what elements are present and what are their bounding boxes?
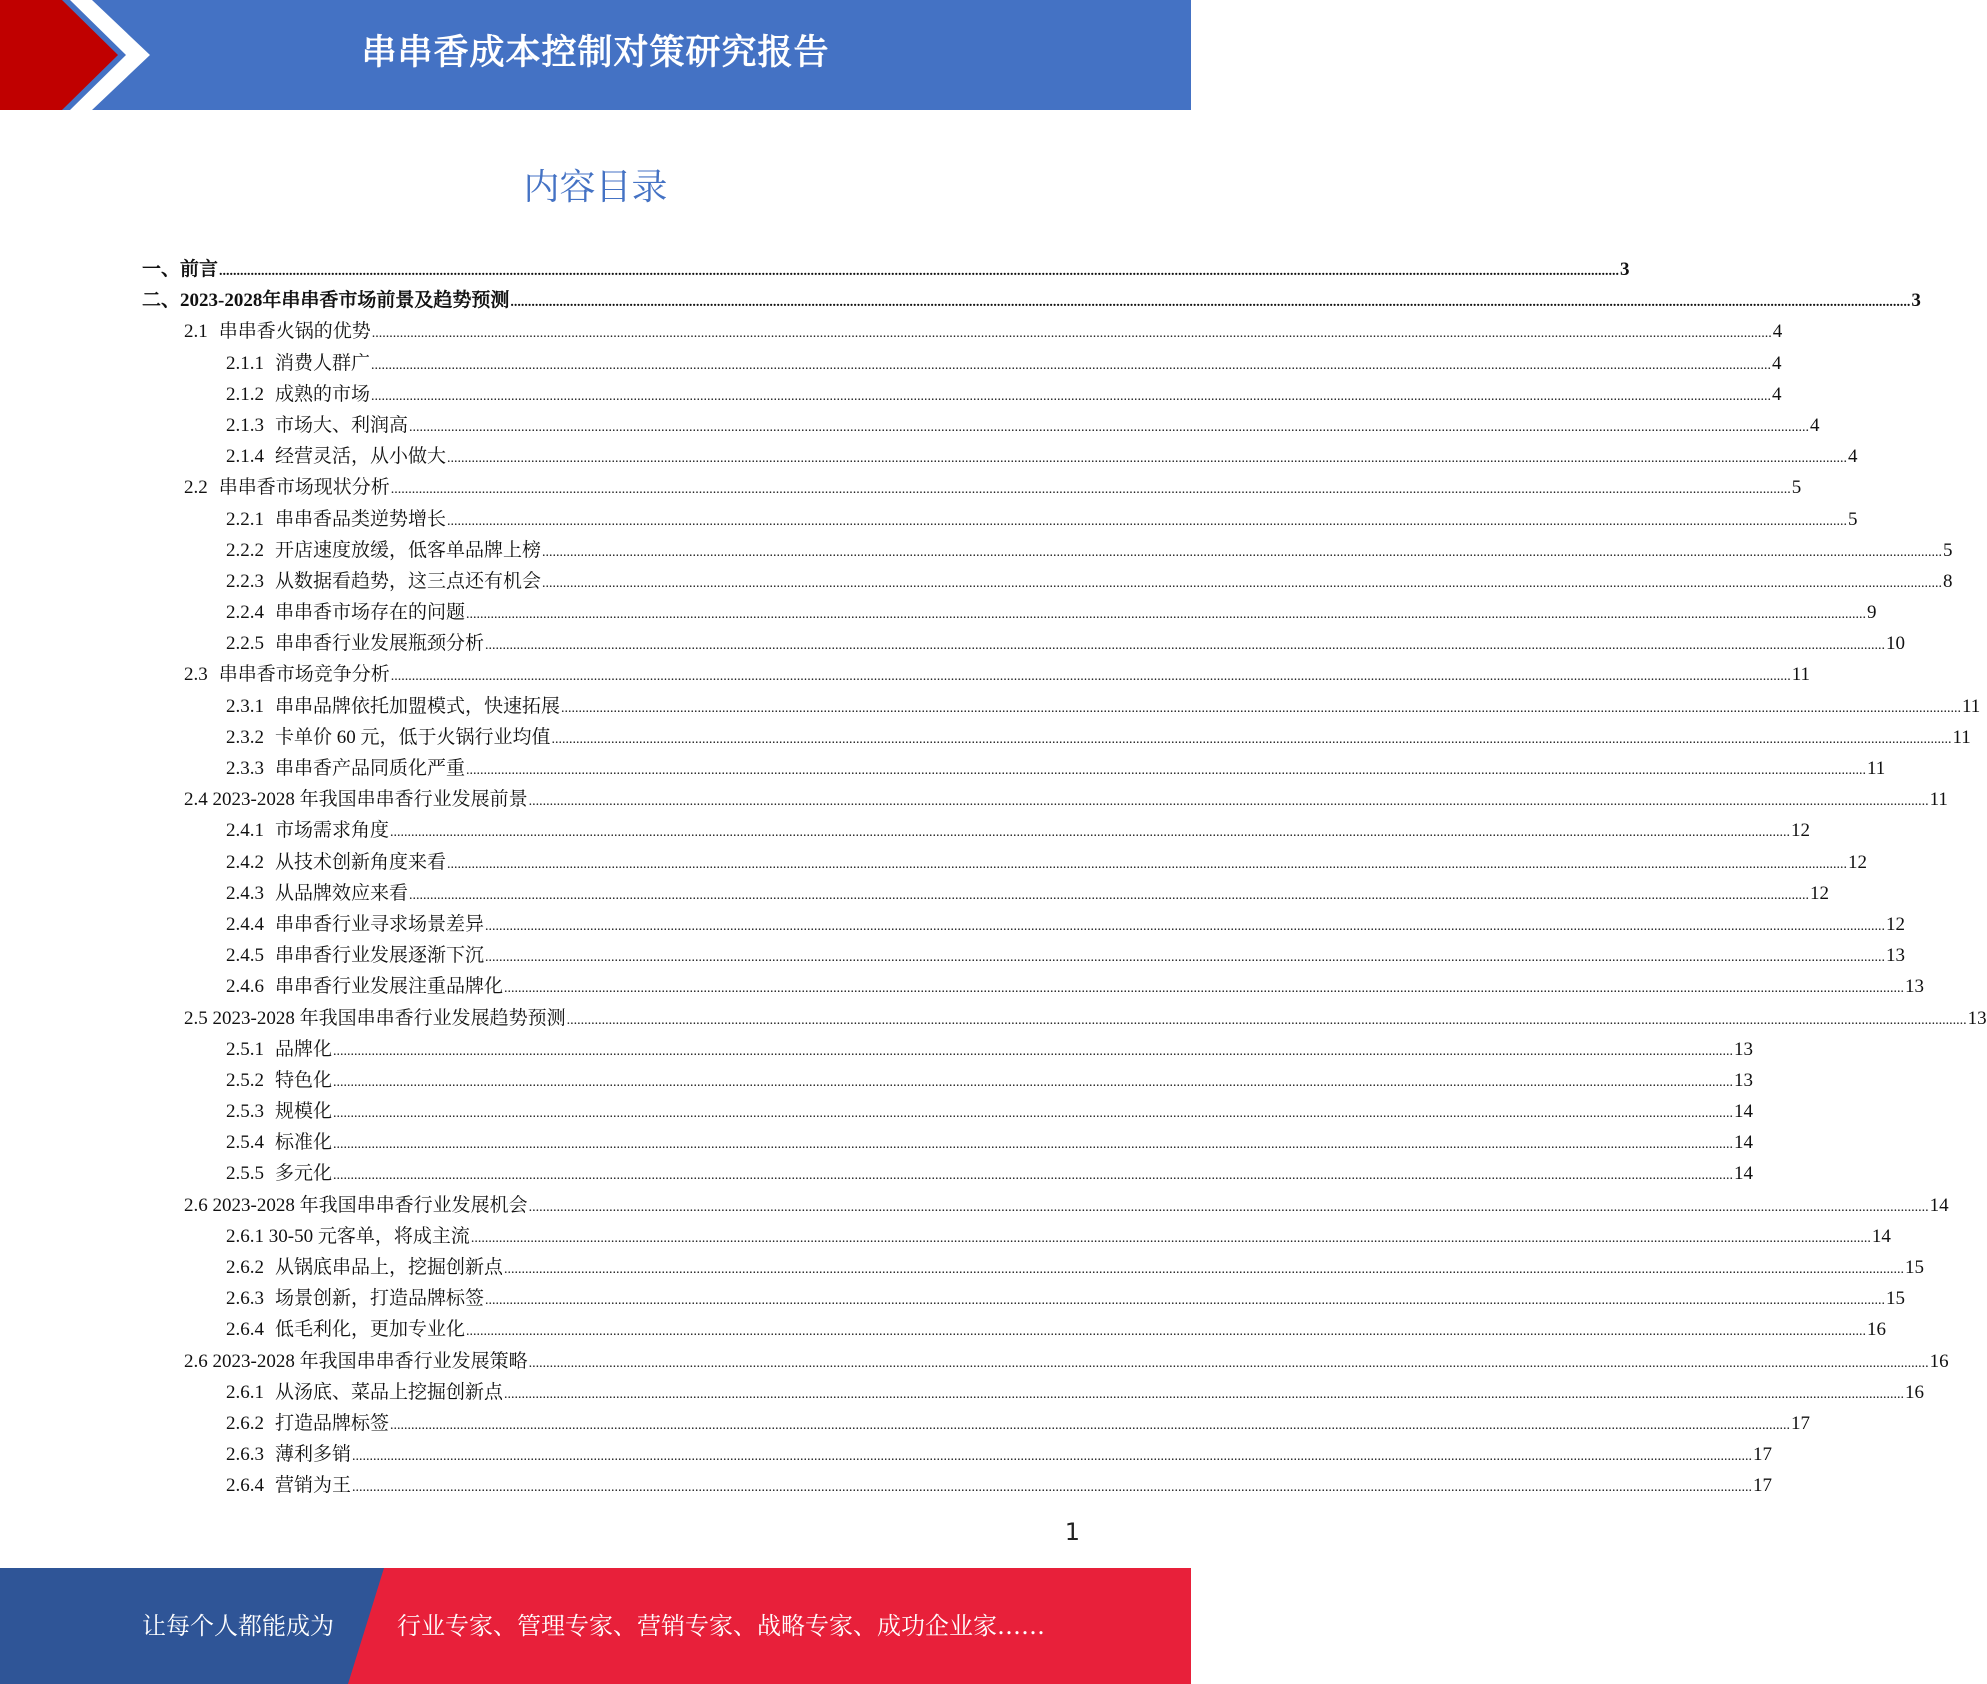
- toc-entry-label: [226, 1470, 351, 1501]
- toc-dot-leader: ................................................................................................................................................................................................................................................................................................................................................................................................................: [352, 1449, 1753, 1465]
- toc-entry-text: 串串香行业发展注重品牌化: [275, 976, 504, 998]
- toc-heading: 内容目录: [523, 167, 668, 208]
- toc-entry-text: 开店速度放缓，低客单品牌上榜: [275, 539, 542, 561]
- toc-dot-leader: ................................................................................................................................................................................................................................................................................................................................................................................................................: [566, 1012, 1967, 1028]
- toc-entry-page: 12: [1886, 913, 1906, 935]
- toc-entry-label: [226, 504, 446, 535]
- toc-entry-number: 2.4.6: [226, 976, 264, 998]
- toc-entry-label: [226, 940, 484, 971]
- toc-entry[interactable]: [226, 1158, 1754, 1189]
- toc-entry-text: 薄利多销: [275, 1444, 352, 1466]
- toc-entry-text: 品牌化: [275, 1038, 333, 1060]
- toc-entry-page: 12: [1848, 851, 1868, 873]
- toc-entry-label: [226, 847, 446, 878]
- toc-entry-label: [226, 379, 370, 410]
- toc-dot-leader: ................................................................................................................................................................................................................................................................................................................................................................................................................: [561, 700, 1962, 716]
- toc-entry-label: [226, 628, 484, 659]
- toc-entry-number: 2.1.3: [226, 414, 264, 436]
- table-of-contents: [0, 254, 1987, 1502]
- toc-entry-page: 13: [1905, 976, 1925, 998]
- toc-dot-leader: ................................................................................................................................................................................................................................................................................................................................................................................................................: [371, 357, 1772, 373]
- toc-entry-label: [184, 1003, 566, 1034]
- toc-entry[interactable]: [226, 1252, 1925, 1283]
- toc-entry[interactable]: [226, 691, 1981, 722]
- toc-dot-leader: ................................................................................................................................................................................................................................................................................................................................................................................................................: [504, 981, 1905, 997]
- toc-dot-leader: ................................................................................................................................................................................................................................................................................................................................................................................................................: [551, 731, 1952, 747]
- toc-entry[interactable]: [184, 784, 1948, 815]
- toc-entry-page: 16: [1929, 1350, 1949, 1372]
- toc-entry-label: [226, 1439, 351, 1470]
- toc-entry[interactable]: [226, 597, 1877, 628]
- toc-entry-text: 从数据看趋势，这三点还有机会: [275, 570, 542, 592]
- toc-entry-page: 17: [1791, 1412, 1811, 1434]
- toc-entry-text: 消费人群广: [275, 352, 371, 374]
- toc-dot-leader: ................................................................................................................................................................................................................................................................................................................................................................................................................: [352, 1480, 1753, 1496]
- toc-entry-page: 5: [1848, 508, 1858, 530]
- toc-entry-label: [226, 441, 446, 472]
- toc-entry-text: 标准化: [275, 1132, 333, 1154]
- toc-entry-number: 2.2.4: [226, 602, 264, 624]
- toc-dot-leader: ................................................................................................................................................................................................................................................................................................................................................................................................................: [447, 451, 1848, 467]
- toc-entry-number: 2.2.1: [226, 508, 264, 530]
- toc-dot-leader: ................................................................................................................................................................................................................................................................................................................................................................................................................: [466, 1324, 1867, 1340]
- toc-entry-text: 规模化: [275, 1101, 333, 1123]
- toc-entry-text: 打造品牌标签: [275, 1412, 390, 1434]
- toc-entry-text: 市场需求角度: [275, 820, 390, 842]
- toc-entry[interactable]: [226, 1377, 1925, 1408]
- toc-dot-leader: ................................................................................................................................................................................................................................................................................................................................................................................................................: [485, 950, 1886, 966]
- toc-entry-number: 2.4.2: [226, 851, 264, 873]
- toc-entry[interactable]: [226, 535, 1953, 566]
- toc-dot-leader: ................................................................................................................................................................................................................................................................................................................................................................................................................: [466, 763, 1867, 778]
- toc-entry[interactable]: [184, 1190, 1949, 1221]
- toc-entry-label: [226, 597, 465, 628]
- toc-entry-text: 从汤底、菜品上挖掘创新点: [275, 1381, 504, 1403]
- toc-entry-label: [226, 1283, 484, 1314]
- toc-entry[interactable]: [226, 348, 1782, 379]
- toc-entry-label: [226, 1065, 332, 1096]
- toc-entry-label: [184, 316, 371, 347]
- toc-dot-leader: ................................................................................................................................................................................................................................................................................................................................................................................................................: [542, 544, 1943, 560]
- toc-entry-label: [142, 285, 509, 316]
- toc-dot-leader: ................................................................................................................................................................................................................................................................................................................................................................................................................: [333, 1137, 1734, 1153]
- toc-entry-page: 4: [1772, 321, 1783, 343]
- toc-entry-number: 2.2: [184, 477, 208, 499]
- toc-entry[interactable]: [184, 1346, 1949, 1377]
- toc-entry[interactable]: [226, 379, 1782, 410]
- toc-entry-number: 2.5.5: [226, 1163, 264, 1185]
- toc-entry-number: 2.3.1: [226, 695, 264, 717]
- toc-entry-page: 14: [1929, 1194, 1949, 1216]
- toc-entry-page: 11: [1867, 758, 1886, 779]
- toc-entry-number: 2.3.3: [226, 758, 264, 779]
- toc-entry-page: 14: [1734, 1132, 1754, 1154]
- toc-entry-page: 4: [1848, 446, 1858, 468]
- toc-entry[interactable]: [226, 1439, 1773, 1470]
- toc-dot-leader: ................................................................................................................................................................................................................................................................................................................................................................................................................: [333, 1043, 1734, 1059]
- toc-entry-page: 4: [1772, 383, 1782, 405]
- toc-entry[interactable]: [226, 1470, 1773, 1501]
- toc-dot-leader: ................................................................................................................................................................................................................................................................................................................................................................................................................: [504, 1386, 1905, 1402]
- toc-dot-leader: ................................................................................................................................................................................................................................................................................................................................................................................................................: [409, 419, 1810, 435]
- toc-entry-page: 9: [1867, 602, 1877, 624]
- toc-entry[interactable]: [226, 1127, 1754, 1158]
- toc-entry-number: 2.5.4: [226, 1132, 264, 1154]
- toc-entry-label: [226, 1096, 332, 1127]
- toc-entry-number: 2.6.2: [226, 1257, 264, 1278]
- toc-dot-leader: ................................................................................................................................................................................................................................................................................................................................................................................................................: [219, 264, 1620, 279]
- toc-entry-label: [226, 909, 484, 940]
- toc-entry-number: 2.6.4: [226, 1319, 264, 1341]
- toc-entry-text: 串串香市场竞争分析: [218, 664, 390, 686]
- toc-entry-number: 2.6.3: [226, 1444, 264, 1466]
- toc-entry[interactable]: [226, 878, 1830, 909]
- footer-slogan-left: 让每个人都能成为: [142, 1612, 334, 1640]
- toc-entry-number: 2.6.1: [226, 1381, 264, 1403]
- toc-entry[interactable]: [226, 628, 1906, 659]
- toc-entry-label: [226, 1158, 332, 1189]
- toc-entry-label: [184, 1346, 528, 1377]
- toc-entry-page: 12: [1791, 820, 1811, 842]
- toc-dot-leader: ................................................................................................................................................................................................................................................................................................................................................................................................................: [447, 856, 1848, 872]
- toc-entry-text: 经营灵活，从小做大: [275, 446, 447, 468]
- toc-entry-text: 串串品牌依托加盟模式，快速拓展: [275, 695, 561, 717]
- toc-entry-page: 14: [1871, 1225, 1891, 1247]
- toc-entry-text: 一、前言: [142, 259, 219, 280]
- toc-entry[interactable]: [142, 285, 1921, 316]
- toc-entry-label: [226, 722, 551, 753]
- toc-entry-text: 特色化: [275, 1069, 333, 1091]
- toc-entry-text: 成熟的市场: [275, 383, 371, 405]
- toc-entry[interactable]: [226, 441, 1858, 472]
- header-band: [0, 0, 1191, 110]
- toc-entry-number: 2.3.2: [226, 726, 264, 748]
- toc-entry-text: 串串香行业发展逐渐下沉: [275, 945, 485, 967]
- toc-entry-page: 13: [1734, 1038, 1754, 1060]
- toc-entry[interactable]: [142, 254, 1630, 285]
- toc-entry-text: 2.6 2023-2028 年我国串串香行业发展机会: [184, 1194, 528, 1216]
- toc-dot-leader: ................................................................................................................................................................................................................................................................................................................................................................................................................: [390, 482, 1791, 498]
- toc-entry-number: 2.4.5: [226, 945, 264, 967]
- toc-entry[interactable]: [184, 472, 1802, 503]
- toc-entry[interactable]: [226, 753, 1886, 784]
- toc-entry-text: 低毛利化，更加专业化: [275, 1319, 466, 1341]
- toc-entry[interactable]: [226, 1408, 1811, 1439]
- toc-dot-leader: ................................................................................................................................................................................................................................................................................................................................................................................................................: [510, 295, 1911, 311]
- toc-entry[interactable]: [184, 1003, 1987, 1034]
- toc-dot-leader: ................................................................................................................................................................................................................................................................................................................................................................................................................: [485, 1293, 1886, 1309]
- toc-entry-page: 4: [1810, 414, 1820, 436]
- toc-entry-page: 13: [1967, 1007, 1987, 1029]
- toc-entry-number: 2.1.4: [226, 446, 264, 468]
- toc-dot-leader: ................................................................................................................................................................................................................................................................................................................................................................................................................: [371, 388, 1772, 404]
- toc-entry-text: 串串香行业寻求场景差异: [275, 913, 485, 935]
- toc-entry-number: 2.3: [184, 664, 208, 686]
- toc-entry-number: 2.2.5: [226, 633, 264, 655]
- toc-entry-page: 14: [1734, 1101, 1754, 1123]
- toc-entry-label: [184, 1190, 528, 1221]
- toc-entry-page: 15: [1886, 1288, 1906, 1310]
- toc-entry-text: 卡单价 60 元，低于火锅行业均值: [275, 726, 551, 748]
- toc-dot-leader: ................................................................................................................................................................................................................................................................................................................................................................................................................: [333, 1106, 1734, 1122]
- toc-dot-leader: ................................................................................................................................................................................................................................................................................................................................................................................................................: [333, 1074, 1734, 1090]
- toc-entry-text: 市场大、利润高: [275, 414, 409, 436]
- toc-entry-page: 11: [1929, 789, 1948, 811]
- toc-entry[interactable]: [226, 1096, 1754, 1127]
- toc-entry[interactable]: [226, 1221, 1891, 1252]
- toc-entry-number: 2.5.3: [226, 1101, 264, 1123]
- toc-entry-text: 2.6 2023-2028 年我国串串香行业发展策略: [184, 1350, 528, 1372]
- toc-dot-leader: ................................................................................................................................................................................................................................................................................................................................................................................................................: [470, 1230, 1871, 1246]
- toc-entry-number: 2.5.1: [226, 1038, 264, 1060]
- toc-entry-text: 串串香品类逆势增长: [275, 508, 447, 530]
- toc-entry-text: 串串香市场存在的问题: [275, 602, 466, 624]
- toc-entry-number: 2.4.4: [226, 913, 264, 935]
- toc-entry-label: [226, 878, 408, 909]
- toc-entry-page: 5: [1791, 477, 1802, 499]
- toc-entry-label: [226, 1314, 465, 1345]
- toc-entry-label: [226, 1408, 389, 1439]
- toc-entry-label: [184, 659, 390, 690]
- toc-entry-text: 串串香行业发展瓶颈分析: [275, 633, 485, 655]
- toc-entry[interactable]: [226, 971, 1925, 1002]
- toc-entry-label: [226, 348, 370, 379]
- toc-entry-label: [184, 472, 390, 503]
- toc-entry[interactable]: [226, 1034, 1754, 1065]
- toc-entry-page: 13: [1886, 945, 1906, 967]
- toc-entry-page: 8: [1943, 570, 1953, 592]
- toc-dot-leader: ................................................................................................................................................................................................................................................................................................................................................................................................................: [447, 513, 1848, 529]
- toc-entry-text: 从锅底串品上，挖掘创新点: [275, 1257, 504, 1278]
- toc-entry-text: 串串香火锅的优势: [218, 321, 371, 343]
- toc-entry[interactable]: [226, 1314, 1887, 1345]
- toc-entry-text: 2.4 2023-2028 年我国串串香行业发展前景: [184, 789, 528, 811]
- toc-entry-label: [226, 753, 465, 784]
- toc-entry-page: 4: [1772, 352, 1782, 374]
- toc-entry-page: 14: [1734, 1163, 1754, 1185]
- toc-entry[interactable]: [184, 316, 1783, 347]
- toc-entry-label: [184, 784, 528, 815]
- toc-entry-number: 2.6.3: [226, 1288, 264, 1310]
- toc-entry-number: 2.1.2: [226, 383, 264, 405]
- toc-entry-text: 多元化: [275, 1163, 333, 1185]
- toc-dot-leader: ................................................................................................................................................................................................................................................................................................................................................................................................................: [333, 1168, 1734, 1184]
- toc-entry-label: [226, 1034, 332, 1065]
- toc-entry-page: 16: [1867, 1319, 1887, 1341]
- toc-dot-leader: ................................................................................................................................................................................................................................................................................................................................................................................................................: [528, 1355, 1929, 1371]
- toc-entry[interactable]: [226, 504, 1858, 535]
- toc-entry[interactable]: [226, 1065, 1754, 1096]
- toc-dot-leader: ................................................................................................................................................................................................................................................................................................................................................................................................................: [528, 1199, 1929, 1215]
- toc-entry-label: [226, 1127, 332, 1158]
- toc-entry-page: 11: [1791, 664, 1811, 686]
- toc-entry-label: [226, 535, 541, 566]
- toc-entry-number: 2.4.3: [226, 882, 264, 904]
- toc-entry-number: 2.6.2: [226, 1412, 264, 1434]
- toc-entry[interactable]: [226, 410, 1820, 441]
- toc-entry-text: 二、2023-2028年串串香市场前景及趋势预测: [142, 290, 510, 312]
- toc-entry-number: 2.2.2: [226, 539, 264, 561]
- toc-entry-page: 17: [1753, 1475, 1773, 1497]
- footer-band: [0, 1568, 1191, 1684]
- footer-slogan-right: 行业专家、管理专家、营销专家、战略专家、成功企业家……: [397, 1612, 1045, 1640]
- toc-entry-label: [226, 815, 389, 846]
- toc-dot-leader: ................................................................................................................................................................................................................................................................................................................................................................................................................: [409, 887, 1810, 903]
- toc-entry[interactable]: [184, 659, 1811, 690]
- toc-entry-page: 3: [1911, 290, 1921, 312]
- toc-entry-text: 场景创新，打造品牌标签: [275, 1288, 485, 1310]
- toc-entry[interactable]: [226, 566, 1953, 597]
- toc-entry-page: 3: [1620, 259, 1630, 280]
- toc-entry-page: 12: [1810, 882, 1830, 904]
- toc-entry-label: [226, 691, 560, 722]
- toc-dot-leader: ................................................................................................................................................................................................................................................................................................................................................................................................................: [390, 825, 1791, 841]
- toc-entry[interactable]: [226, 815, 1811, 846]
- toc-entry-page: 13: [1734, 1069, 1754, 1091]
- toc-entry-text: 2.6.1 30-50 元客单，将成主流: [226, 1225, 470, 1247]
- toc-dot-leader: ................................................................................................................................................................................................................................................................................................................................................................................................................: [528, 794, 1929, 810]
- toc-dot-leader: ................................................................................................................................................................................................................................................................................................................................................................................................................: [466, 607, 1867, 623]
- toc-entry[interactable]: [226, 847, 1868, 878]
- report-title: 串串香成本控制对策研究报告: [361, 33, 830, 73]
- toc-entry-text: 2.5 2023-2028 年我国串串香行业发展趋势预测: [184, 1007, 566, 1029]
- toc-entry-text: 串串香产品同质化严重: [275, 758, 466, 779]
- toc-entry-number: 2.2.3: [226, 570, 264, 592]
- toc-entry-label: [226, 1377, 503, 1408]
- toc-entry-number: 2.4.1: [226, 820, 264, 842]
- toc-dot-leader: ................................................................................................................................................................................................................................................................................................................................................................................................................: [390, 669, 1791, 685]
- toc-entry-text: 从品牌效应来看: [275, 882, 409, 904]
- toc-dot-leader: ................................................................................................................................................................................................................................................................................................................................................................................................................: [485, 638, 1886, 654]
- toc-entry-page: 16: [1905, 1381, 1925, 1403]
- page-number: 1: [1064, 1518, 1080, 1546]
- toc-entry-label: [142, 254, 218, 285]
- toc-entry-number: 2.5.2: [226, 1069, 264, 1091]
- toc-dot-leader: ................................................................................................................................................................................................................................................................................................................................................................................................................: [390, 1417, 1791, 1433]
- toc-entry-label: [226, 1221, 470, 1252]
- toc-entry-page: 5: [1943, 539, 1953, 561]
- toc-entry-text: 从技术创新角度来看: [275, 851, 447, 873]
- toc-entry-page: 17: [1753, 1444, 1773, 1466]
- toc-entry-text: 营销为王: [275, 1475, 352, 1497]
- toc-entry-label: [226, 566, 541, 597]
- toc-dot-leader: ................................................................................................................................................................................................................................................................................................................................................................................................................: [542, 575, 1943, 591]
- toc-entry-page: 11: [1962, 695, 1981, 717]
- toc-entry[interactable]: [226, 1283, 1906, 1314]
- toc-entry-number: 2.6.4: [226, 1475, 264, 1497]
- toc-entry-label: [226, 410, 408, 441]
- toc-entry[interactable]: [226, 940, 1906, 971]
- toc-entry-text: 串串香市场现状分析: [218, 477, 390, 499]
- toc-entry-label: [226, 1252, 503, 1283]
- toc-entry[interactable]: [226, 722, 1971, 753]
- toc-entry-number: 2.1.1: [226, 352, 264, 374]
- toc-dot-leader: ................................................................................................................................................................................................................................................................................................................................................................................................................: [371, 326, 1772, 342]
- toc-entry-number: 2.1: [184, 321, 208, 343]
- toc-entry[interactable]: [226, 909, 1906, 940]
- toc-dot-leader: ................................................................................................................................................................................................................................................................................................................................................................................................................: [504, 1262, 1905, 1277]
- toc-entry-page: 10: [1886, 633, 1906, 655]
- toc-entry-page: 11: [1952, 726, 1971, 748]
- toc-entry-page: 15: [1905, 1257, 1925, 1278]
- toc-dot-leader: ................................................................................................................................................................................................................................................................................................................................................................................................................: [485, 918, 1886, 934]
- toc-entry-label: [226, 971, 503, 1002]
